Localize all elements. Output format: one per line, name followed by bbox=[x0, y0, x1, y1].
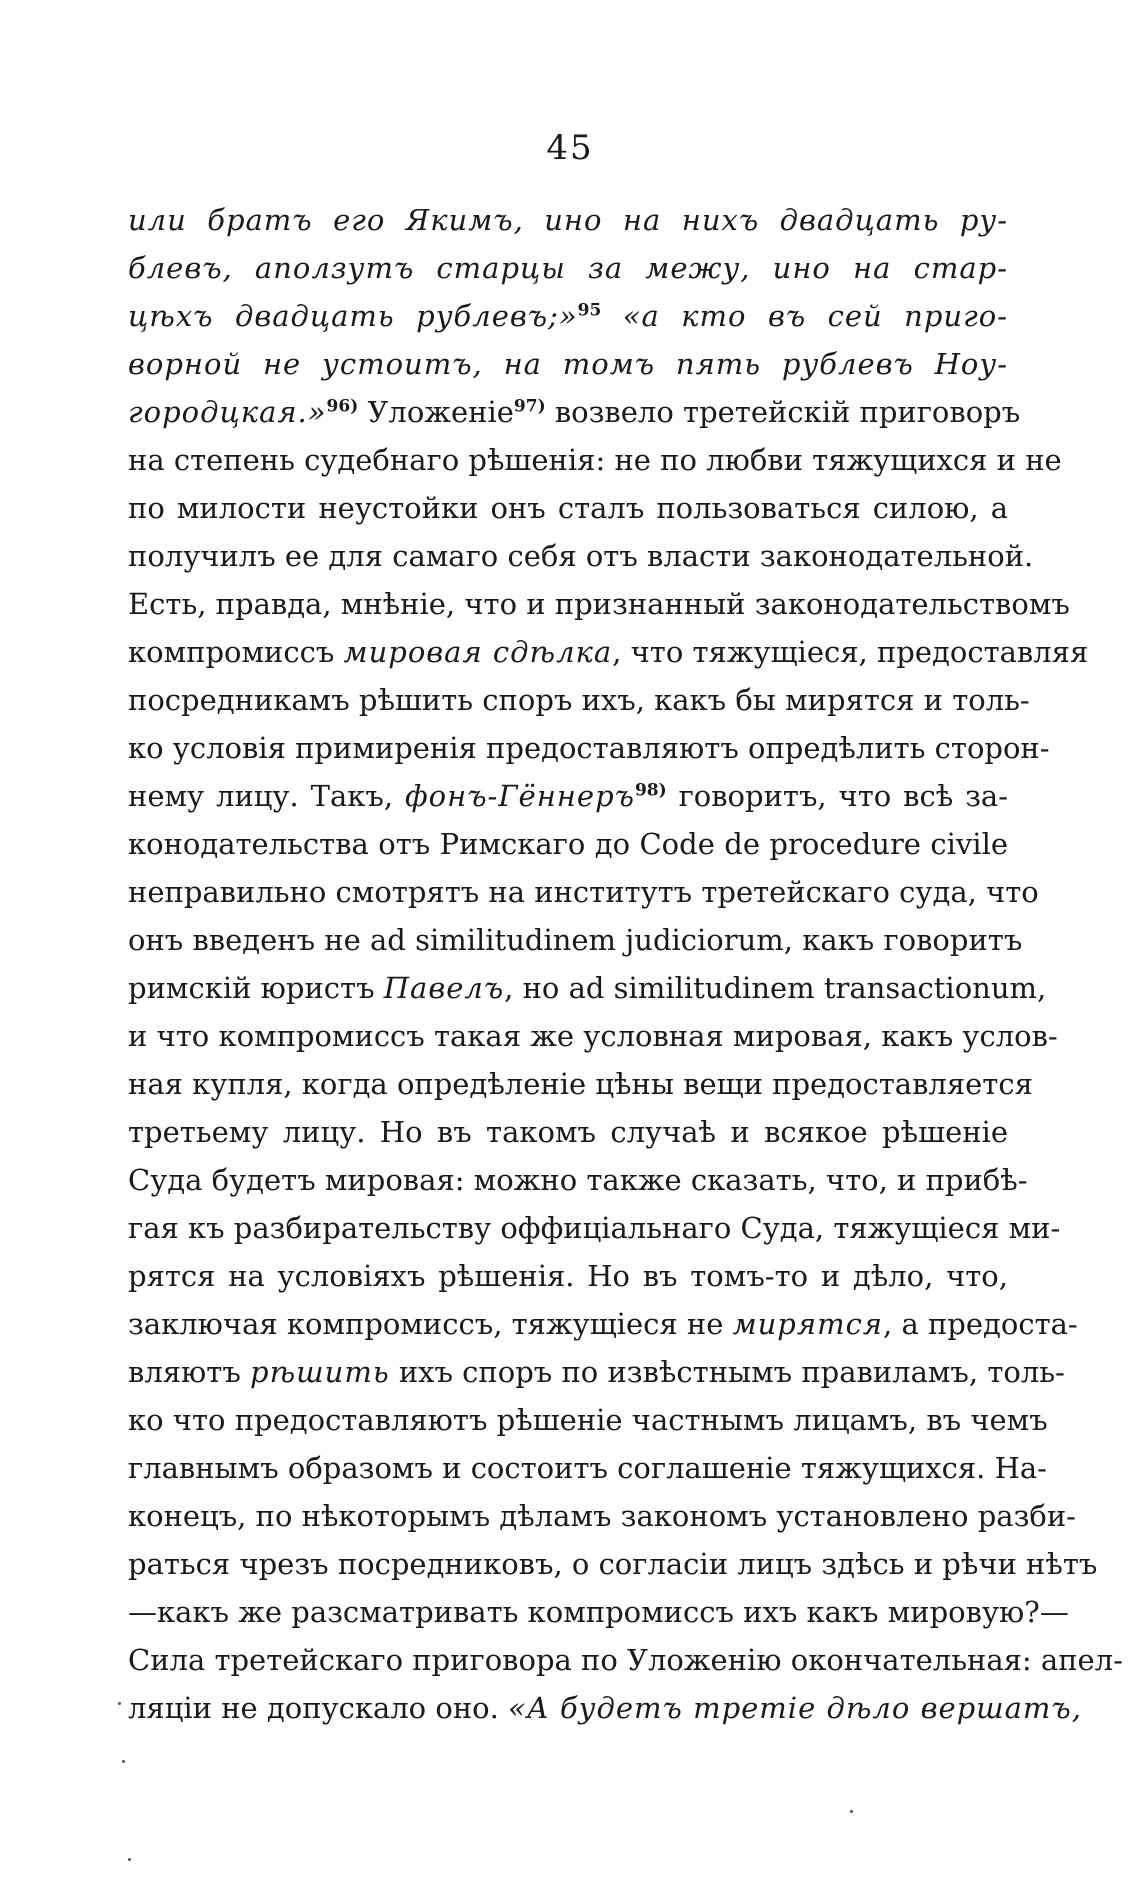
text-line bbox=[128, 340, 1008, 388]
italic-text: «а кто въ сей приго- bbox=[601, 299, 1008, 333]
text-line bbox=[128, 724, 1050, 772]
text-span: ихъ споръ по извѣстнымъ правиламъ, толь- bbox=[389, 1355, 1065, 1389]
text-span: Сила третейскаго приговора по Уложенію окончательная: апел- bbox=[128, 1643, 1123, 1677]
text-span: по милости неустойки онъ сталъ пользоваться силою, а bbox=[128, 491, 1008, 525]
text-line bbox=[128, 1252, 1008, 1300]
text-span: онъ введенъ не ad similitudinem judiciorum, какъ говоритъ bbox=[128, 923, 1023, 957]
text-span: Уложеніе bbox=[358, 395, 514, 429]
text-line bbox=[128, 436, 1062, 484]
text-span: Есть, правда, мнѣніе, что и признанный законодательствомъ bbox=[128, 587, 1070, 621]
print-speck bbox=[850, 1810, 853, 1813]
text-span: вляютъ bbox=[128, 1355, 251, 1389]
italic-text: ворной не устоитъ, на томъ пять рублевъ Ноу- bbox=[128, 347, 1008, 381]
text-span: римскій юристъ bbox=[128, 971, 384, 1005]
text-span: , но ad similitudinem transactionum, bbox=[504, 971, 1047, 1005]
text-line bbox=[128, 1492, 1076, 1540]
text-span: конодательства отъ Римскаго до Code de procedure civile bbox=[128, 827, 1008, 861]
text-span: ляціи не допускало оно. bbox=[128, 1691, 509, 1725]
italic-text: мировая сдѣлка bbox=[343, 635, 613, 669]
text-line bbox=[128, 1204, 1061, 1252]
text-span: посредникамъ рѣшить споръ ихъ, какъ бы мирятся и толь- bbox=[128, 683, 1030, 717]
text-line bbox=[128, 1348, 1065, 1396]
footnote-marker: 96) bbox=[326, 396, 359, 417]
text-span: третьему лицу. Но въ такомъ случаѣ и всякое рѣшеніе bbox=[128, 1115, 1008, 1149]
text-line bbox=[128, 244, 1008, 292]
text-line bbox=[128, 1444, 1047, 1492]
italic-text: цѣхъ двадцать рублевъ;» bbox=[128, 299, 578, 333]
text-line bbox=[128, 292, 1008, 340]
italic-text: городцкая.» bbox=[128, 395, 327, 429]
italic-text: блевъ, аползутъ старцы за межу, ино на стар- bbox=[128, 251, 1008, 285]
text-line bbox=[128, 820, 1008, 868]
text-span: ко что предоставляютъ рѣшеніе частнымъ лицамъ, въ чемъ bbox=[128, 1403, 1048, 1437]
text-span: ная купля, когда опредѣленіе цѣны вещи предоставляется bbox=[128, 1067, 1033, 1101]
text-span: рятся на условіяхъ рѣшенія. Но въ томъ-то и дѣло, что, bbox=[128, 1259, 1008, 1293]
text-line bbox=[128, 1108, 1008, 1156]
text-span: компромиссъ bbox=[128, 635, 344, 669]
footnote-marker: 98) bbox=[634, 780, 667, 801]
print-speck bbox=[122, 1760, 125, 1763]
text-line bbox=[128, 388, 1021, 436]
text-span: , а предоста- bbox=[883, 1307, 1078, 1341]
italic-text: мирятся bbox=[732, 1307, 884, 1341]
text-line bbox=[128, 916, 1023, 964]
text-line bbox=[128, 1636, 1123, 1684]
text-span: гая къ разбирательству оффиціальнаго Суда, тяжущіеся ми- bbox=[128, 1211, 1061, 1245]
text-line bbox=[128, 1060, 1033, 1108]
italic-text: Павелъ bbox=[383, 971, 505, 1005]
text-line bbox=[128, 1156, 1028, 1204]
text-line bbox=[128, 1540, 1098, 1588]
text-span: на степень судебнаго рѣшенія: не по любви тяжущихся и не bbox=[128, 443, 1062, 477]
italic-text: или братъ его Якимъ, ино на нихъ двадцать ру- bbox=[128, 203, 1008, 237]
text-span: , что тяжущіеся, предоставляя bbox=[612, 635, 1089, 669]
text-line bbox=[128, 868, 1039, 916]
italic-text: «А будетъ третіе дѣло вершатъ, bbox=[508, 1691, 1082, 1725]
text-span: говоритъ, что всѣ за- bbox=[666, 779, 1008, 813]
text-span: нему лицу. Такъ, bbox=[128, 779, 405, 813]
text-span: Суда будетъ мировая: можно также сказать, что, и прибѣ- bbox=[128, 1163, 1028, 1197]
text-line bbox=[128, 772, 1008, 820]
text-line bbox=[128, 1300, 1078, 1348]
footnote-marker: 95 bbox=[577, 300, 602, 321]
italic-text: фонъ-Гённеръ bbox=[404, 779, 635, 813]
text-span: конецъ, по нѣкоторымъ дѣламъ закономъ установлено разби- bbox=[128, 1499, 1076, 1533]
text-line bbox=[128, 628, 1089, 676]
text-line bbox=[128, 964, 1047, 1012]
text-line bbox=[128, 532, 1034, 580]
footnote-marker: 97) bbox=[513, 396, 546, 417]
text-span: получилъ ее для самаго себя отъ власти законодательной. bbox=[128, 539, 1034, 573]
body-text bbox=[128, 196, 1123, 1732]
text-line bbox=[128, 676, 1030, 724]
text-span: раться чрезъ посредниковъ, о согласіи лицъ здѣсь и рѣчи нѣтъ bbox=[128, 1547, 1098, 1581]
page-number: 45 bbox=[546, 128, 594, 168]
text-span: возвело третейскій приговоръ bbox=[545, 395, 1021, 429]
text-span: —какъ же разсматривать компромиссъ ихъ какъ мировую?— bbox=[128, 1595, 1069, 1629]
text-span: неправильно смотрятъ на институтъ третейскаго суда, что bbox=[128, 875, 1039, 909]
print-speck bbox=[128, 1858, 131, 1861]
text-line bbox=[128, 1588, 1069, 1636]
text-line bbox=[128, 1396, 1048, 1444]
text-span: главнымъ образомъ и состоитъ соглашеніе тяжущихся. На- bbox=[128, 1451, 1047, 1485]
italic-text: рѣшить bbox=[250, 1355, 390, 1389]
print-speck bbox=[118, 1702, 121, 1705]
text-line bbox=[128, 484, 1008, 532]
text-span: и что компромиссъ такая же условная мировая, какъ услов- bbox=[128, 1019, 1058, 1053]
text-span: ко условія примиренія предоставляютъ опредѣлить сторон- bbox=[128, 731, 1050, 765]
text-span: заключая компромиссъ, тяжущіеся не bbox=[128, 1307, 733, 1341]
text-line bbox=[128, 1012, 1058, 1060]
text-line bbox=[128, 1684, 1082, 1732]
text-line bbox=[128, 580, 1070, 628]
text-line bbox=[128, 196, 1008, 244]
